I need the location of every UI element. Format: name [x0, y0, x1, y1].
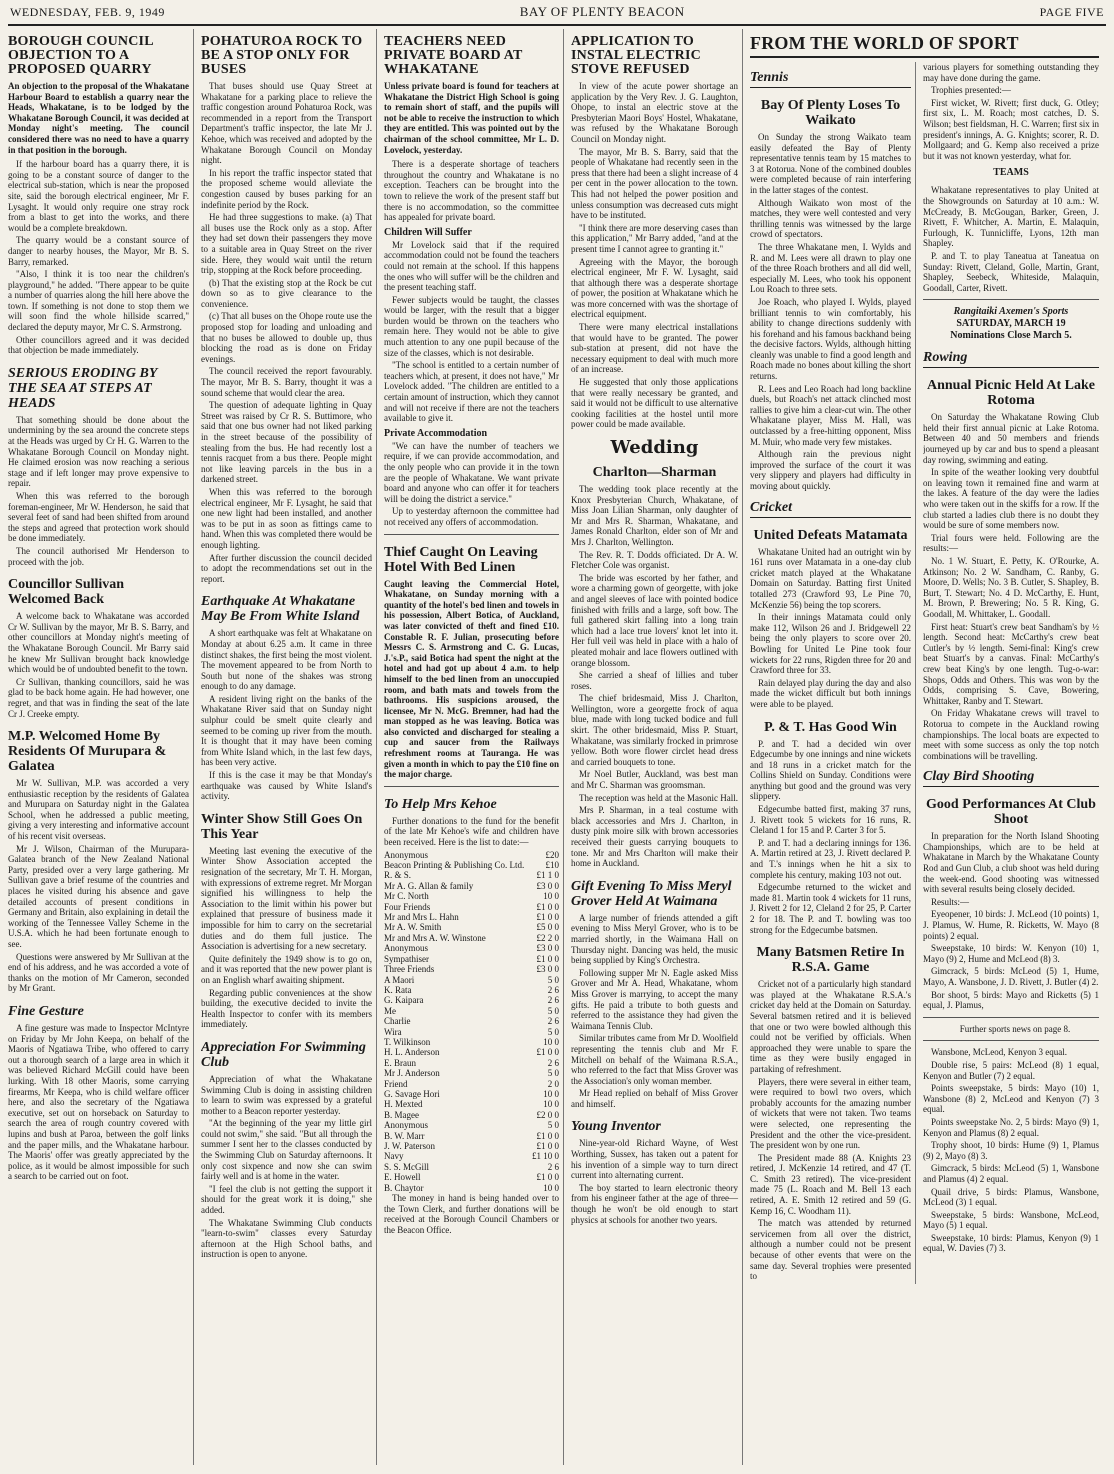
- headline-young-inventor: Young Inventor: [571, 1119, 661, 1135]
- headline-gift-evening: Gift Evening To Miss Meryl Grover Held At Waimana: [571, 878, 732, 909]
- paragraph: If this is the case it may be that Monday's earthquake was caused by White Island's activity.: [201, 770, 372, 802]
- sport-column-left: [750, 62, 916, 1284]
- section-wedding: Wedding: [610, 437, 699, 458]
- donation-amount: £20: [545, 849, 559, 860]
- paper-name: BAY OF PLENTY BEACON: [519, 4, 685, 19]
- donation-row: [384, 1172, 559, 1182]
- section-cricket: Cricket: [750, 500, 911, 518]
- paragraph: On Saturday the Whakatane Rowing Club held their first annual picnic at Lake Rotoma. Between 40 and 50 members and friends journeyed up by car and bus to spend a pleasant day rowing, swimming and eating.: [923, 412, 1099, 465]
- notice-line: Rangitaiki Axemen's Sports: [953, 306, 1069, 318]
- paragraph: Sweepstake, 10 birds: Plamus, Kenyon (9) 1 equal, W. Davies (7) 3.: [923, 1232, 1099, 1254]
- paragraph: In view of the acute power shortage an application by the Very Rev. J. G. Laughton, Ohope, to instal an electric stove at the Presbyterian Maori Boys' Hostel, Whakatane, was refused by the Whakatane Borough Council on Monday night.: [571, 81, 738, 144]
- paragraph: Although Waikato won most of the matches, they were well contested and very thrilling tennis was witnessed by the large crowd of spectators.: [750, 197, 911, 240]
- paragraph: "I think there are more deserving cases than this application," Mr Barry added, "and at the present time I cannot agree to granting it.": [571, 222, 738, 254]
- masthead: [8, 4, 1106, 26]
- paragraph: "We can have the number of teachers we require, if we can provide accommodation, and the only people who can provide it in the town are the people of Whakatane. We want private board and anyone who can offer it for teachers will be doing the district a service.": [384, 440, 559, 504]
- donation-amount: 5 0: [547, 1026, 559, 1037]
- lead-thief: Caught leaving the Commercial Hotel, Whakatane, on Sunday morning with a quantity of the hotel's bed linen and towels in his possession, Albert Botica, of Auckland, was later convicted of theft and fined £10. Constable R. F. Julian, prosecuting before Messrs C. S. Armstrong and C. G. Lucas, J.'s.P., said Botica had spent the night at the hotel and had got up about 4 a.m. to help himself to the bed linen from an unoccupied room, and bath mats and towels from the bathrooms. His suspicions aroused, the licensee, Mr N. McG. Bremner, had had the man stopped as he was leaving. Botica was also convicted and discharged for stealing a cup and saucer from the Railways refreshment rooms at Tauranga. He was given a month in which to pay the £10 fine on the major charge.: [384, 578, 559, 780]
- donation-amount: £1 0 0: [536, 901, 559, 912]
- paragraph: A resident living right on the banks of the Whakatane River said that on Sunday night sulphur could be smelt quite clearly and seemed to be coming up river from the mouth. It is thought that it may have been coming from White Island which, in the last few days, has been very active.: [201, 693, 372, 768]
- donation-row: [384, 1131, 559, 1141]
- paragraph: Following supper Mr N. Eagle asked Miss Grover and Mr A. Head, Whakatane, whom Miss Grover is marrying, to accept the many gifts. He paid a tribute to both guests and referred to the assistance they had given the Waimana Tennis Club.: [571, 967, 738, 1031]
- headline-teachers: TEACHERS NEED PRIVATE BOARD AT WHAKATANE: [384, 34, 523, 77]
- paragraph: Points sweepstake, 5 birds: Mayo (10) 1, Wansbone (8) 2, McLeod and Kenyon (7) 3 equal.: [923, 1083, 1099, 1115]
- paragraph: She carried a sheaf of lillies and tuber roses.: [571, 670, 738, 691]
- lead-teachers: Unless private board is found for teachers at Whakatane the District High School is going to remain short of staff, and the pupils will not be able to receive the instruction to which they are entitled. This was pointed out by the chairman of the school committee, Mr L. D. Lovelock, yesterday.: [384, 81, 559, 155]
- paragraph: Cricket not of a particularly high standard was played at the Whakatane R.S.A.'s cricket day held at the Domain on Saturday. Several batsmen retired and it is believed that one or two were bowled although this could not be verified by officials. When approached they were unable to spare the time as they were busily engaged in partaking of refreshment.: [750, 979, 911, 1074]
- paragraph: Joe Roach, who played I. Wylds, played brilliant tennis to win comfortably, his ability to change directions suddenly with his forehand and his famous backhand being the decisive factors. Wylds, although hitting cleanly was unable to find a good length and Roach made no bones about killing the short returns.: [750, 296, 911, 382]
- headline-earthquake: Earthquake At Whakatane May Be From White Island: [201, 594, 360, 625]
- paragraph: Cr Sullivan, thanking councillors, said he was glad to be back home again. He had however, one regret, and that was in finding the seat of the late Cr J. Creeke empty.: [8, 676, 189, 719]
- donation-row: [384, 850, 559, 860]
- paragraph: Trophy shoot, 10 birds: Hume (9) 1, Plamus (9) 2, Mayo (8) 3.: [923, 1140, 1099, 1161]
- paragraph: The Whakatane Swimming Club conducts "learn-to-swim" classes every Saturday afternoon at the High School baths, and instruction is open to anyone.: [201, 1217, 372, 1260]
- donor-name: Anonymous: [384, 849, 429, 860]
- paragraph: The boy started to learn electronic theory from his engineer father at the age of three—though he won't be old enough to start physics at schools for another two years.: [571, 1182, 738, 1225]
- headline-kehoe: To Help Mrs Kehoe: [384, 796, 497, 812]
- donation-amount: 10 0: [543, 1088, 559, 1099]
- donor-name: Me: [384, 1005, 396, 1016]
- donation-row: [384, 985, 559, 995]
- paragraph: Similar tributes came from Mr D. Woolfield representing the tennis club and Mr F. Mitchell on behalf of the Waimana R.S.A., who referred to the fact that Miss Grover was the Association's only woman member.: [571, 1033, 738, 1086]
- paragraph: R. Lees and Leo Roach had long backline duels, but Roach's net attack clinched most rallies to give him a clear-cut win. The other Whakatane player, Miss M. Hall, was outclassed by a free-hitting opponent, Miss M. Muir, who made very few mistakes.: [750, 383, 911, 447]
- paragraph: The Rev. R. T. Dodds officiated. Dr A. W. Fletcher Cole was organist.: [571, 549, 738, 571]
- paragraph: The President made 88 (A. Knights 23 retired, J. McKenzie 14 retired, and 47 (T. C. Smith 23 retired). The vice-president made 75 (L. Roach and M. Bell 13 each retired, A. E. Smith 12 retired and 59 (G. Kemp 16, C. Woodham 11).: [750, 1152, 911, 1216]
- lead-quarry: An objection to the proposal of the Whakatane Harbour Board to establish a quarry near the Heads, Whakatane, is to be lodged by the Whakatane Borough Council, it was decided at Monday night's meeting. The council considered there was no need to have a quarry in that position in the borough.: [8, 81, 189, 155]
- donor-name: T. Wilkinson: [384, 1036, 431, 1047]
- paragraph: (c) That all buses on the Ohope route use the proposed stop for loading and unloading and that no buses be allowed to double up, thus blocking the road as is done on Friday evenings.: [201, 311, 372, 364]
- paragraph: There were many electrical installations that would have to be granted. The power sub-station at present, did not have the necessary equipment to deal with much more of an increase.: [571, 322, 738, 375]
- paragraph: On Friday Whakatane crews will travel to Rotorua to compete in the Auckland rowing championships. The local boats are expected to meet with some success as only the top notch combinations will be travelling.: [923, 708, 1099, 761]
- paragraph: Although rain the previous night improved the surface of the court it was very slippery and players had difficulty in moving about quickly.: [750, 449, 911, 491]
- donation-amount: 2 6: [547, 984, 559, 995]
- paragraph: The council authorised Mr Henderson to proceed with the job.: [8, 545, 189, 567]
- paragraph: When this was referred to the borough electrical engineer, Mr F. Lysaght, he said that one new light had been installed, and another was to be put in as soon as fittings came to hand. When this was completed there would be enough lighting.: [201, 486, 372, 550]
- donation-row: [384, 1027, 559, 1037]
- paragraph: In spite of the weather looking very doubtful on leaving town it remained fine and warm at the lakes. A feature of the day were the ladies who were taken out in the skiffs for a row. If the club started a ladies club there is no doubt they would be sure of some members now.: [923, 467, 1099, 531]
- donation-amount: £2 2 0: [536, 932, 559, 943]
- donor-name: Charlie: [384, 1016, 411, 1027]
- paragraph: Mr Head replied on behalf of Miss Grover and himself.: [571, 1088, 738, 1109]
- donor-name: K. Rata: [384, 984, 412, 995]
- donor-name: Wira: [384, 1026, 402, 1037]
- paragraph: He had three suggestions to make. (a) That all buses use the Rock only as a stop. After they had set down their passengers they move to a suitable area in Quay Street on the river side. Here, they would wait until the return trip, stopping at the Rock before proceeding.: [201, 212, 372, 276]
- column-3: [384, 29, 564, 1465]
- paragraph: If the harbour board has a quarry there, it is going to be a constant source of danger to the electrical sub-station, which is near the proposed site, said the borough electrical engineer, Mr F. Lysaght. It would only require one stray rock from a blast to get into the works, and there would be a complete breakdown.: [8, 159, 189, 233]
- donor-name: Anonymous: [384, 1120, 429, 1131]
- axemen-notice: [923, 306, 1099, 342]
- donation-row: [384, 954, 559, 964]
- donor-name: Mr A. W. Smith: [384, 922, 442, 933]
- paragraph: After further discussion the council decided to adopt the recommendations set out in the report.: [201, 552, 372, 584]
- donation-row: [384, 1068, 559, 1078]
- paragraph: Results:—: [931, 896, 970, 907]
- donation-row: [384, 1058, 559, 1068]
- donation-amount: 5 0: [547, 974, 559, 985]
- paragraph: The council received the report favourably. The mayor, Mr B. S. Barry, thought it was a sound scheme that would clear the area.: [201, 366, 372, 398]
- donation-amount: 2 6: [547, 1016, 559, 1027]
- paragraph: The match was attended by returned servicemen from all over the district, although a number could not be present because of other events that were on the same day. Several trophies were presented to: [750, 1218, 911, 1282]
- column-2: [201, 29, 377, 1465]
- donor-name: Mr and Mrs A. W. Winstone: [384, 932, 486, 943]
- paragraph: Players, there were several in either team, were required to bowl two overs, which probably accounts for the amazing number of wickets that were not taken. Two teams were selected, one representing the President and the other the vice-president. The president won by one run.: [750, 1076, 911, 1151]
- donation-row: [384, 922, 559, 932]
- donation-amount: £5 0 0: [536, 922, 559, 933]
- donor-name: H. Mexted: [384, 1099, 423, 1110]
- paragraph: Other councillors agreed and it was decided that objection be made immediately.: [8, 334, 189, 356]
- donation-row: [384, 1151, 559, 1161]
- donation-amount: £1 0 0: [536, 1172, 559, 1183]
- headline-quarry: BOROUGH COUNCIL OBJECTION TO A PROPOSED QUARRY: [8, 34, 153, 77]
- paragraph: Rain delayed play during the day and also made the wicket difficult but both innings were able to be played.: [750, 677, 911, 709]
- paragraph: P. and T. had a declaring innings for 136. A. Martin retired at 23, J. Rivett declared P. and T.'s innings when he hit a six to complete his century, making 103 not out.: [750, 837, 911, 880]
- column-4: [571, 29, 743, 1465]
- donation-row: [384, 1120, 559, 1130]
- donation-row: [384, 1089, 559, 1099]
- paragraph: First wicket, W. Rivett; first duck, G. Otley; first six, L. M. Roach; most catches, D. S. Wilson; best fieldsman, H. C. Warren; first six in president's innings, A. G. Knights; scorer, R. D. Mollgaard; and G. Kemp also received a prize but it was not known yesterday, what for.: [923, 97, 1099, 161]
- notice-line: SATURDAY, MARCH 19: [956, 318, 1066, 330]
- paragraph: In preparation for the North Island Shooting Championships, which are to be held at Whakatane in March by the Whakatane County Rod and Gun Club, a club shoot was held during the week-end. Good shooting was witnessed with several results being closely decided.: [923, 831, 1099, 895]
- donor-name: B. W. Marr: [384, 1130, 425, 1141]
- paragraph: Up to yesterday afternoon the committee had not received any offers of accommodation.: [384, 506, 559, 527]
- donation-amount: 2 6: [547, 995, 559, 1006]
- donation-row: [384, 1006, 559, 1016]
- donor-name: Anonymous: [384, 943, 429, 954]
- paragraph: The mayor, Mr B. S. Barry, said that the people of Whakatane had recently seen in the press that there had been a slight increase of 4 per cent in the power allocation to the town. This had not helped the power position and unless consumption was decreased cuts might have to be instituted.: [571, 146, 738, 221]
- paragraph: Whakatane United had an outright win by 161 runs over Matamata in a one-day club cricket match played at the Whakatane Domain on Saturday. Batting first United totalled 273 (Crawford 93, Le Pine 70, McKenzie 56) being the top scorers.: [750, 546, 911, 610]
- donation-row: [384, 1016, 559, 1026]
- donor-name: G. Savage Hori: [384, 1088, 440, 1099]
- donor-name: S. S. McGill: [384, 1161, 430, 1172]
- paragraph: P. and T. had a decided win over Edgecumbe by one innings and nine wickets and 18 runs in a cricket match for the Collins Shield on Sunday. Conditions were anything but good and the ground was very slippery.: [750, 738, 911, 802]
- paragraph: Mr Noel Butler, Auckland, was best man and Mr C. Sharman was groomsman.: [571, 769, 738, 791]
- donation-amount: 2 0: [547, 1078, 559, 1089]
- paragraph: No. 1 W. Stuart, E. Petty, K. O'Rourke, A. Atkinson; No. 2 W. Sandham, C. Ranby, G. Moore, D. Wells; No. 3 B. Cutler, S. Shapley, B. Burt, T. Stewart; No. 4 D. McCarthy, E. Hunt, M. Brown, P. Brewering; No. 5 R. King, G. Goodall, M. Whittaker, L. Goodall.: [923, 556, 1099, 619]
- donation-amount: 5 0: [547, 1120, 559, 1131]
- headline-bop-loses: Bay Of Plenty Loses To Waikato: [760, 98, 901, 128]
- paragraph: The bride was escorted by her father, and wore a charming gown of georgette, with joke and angel sleeves of lace with pointed bodice finished with frills and a large, soft bow. The full gathered skirt falling into a long train which had a lace true lovers' knot let into it. Her full veil was held in place with a halo of pleated mohair and lace flowers outlined with orange blossom.: [571, 572, 738, 668]
- paragraph: Mr J. Wilson, Chairman of the Murupara-Galatea branch of the New Zealand National Party, presided over a very large gathering. Mr Sullivan gave a brief resume of the countries and places he visited during his absence and gave detailed accounts of present conditions in Germany and Britain, also explaining in detail the working of the Tennessee Valley Scheme in the U.S.A. which he had been fortunate enough to see.: [8, 843, 189, 949]
- paragraph: That something should be done about the undermining by the sea around the concrete steps at the Heads was urged by Cr H. G. Warren to the Whakatane Borough Council on Monday night. He claimed erosion was now reaching a serious stage and if left longer may prove expensive to repair.: [8, 414, 189, 489]
- paragraph: Regarding public conveniences at the show building, the executive decided to invite the Health Inspector to confer with its members immediately.: [201, 987, 372, 1030]
- donation-row: [384, 995, 559, 1005]
- donor-name: Friend: [384, 1078, 408, 1089]
- headline-thief: Thief Caught On Leaving Hotel With Bed Linen: [384, 544, 538, 575]
- section-clay-bird: Clay Bird Shooting: [923, 769, 1099, 787]
- donor-name: B. Magee: [384, 1109, 419, 1120]
- donation-row: [384, 964, 559, 974]
- paragraph: The money in hand is being handed over to the Town Clerk, and further donations will be received at the Borough Council Chambers or the Beacon Office.: [384, 1193, 559, 1235]
- donation-amount: £1 0 0: [536, 1130, 559, 1141]
- donation-row: [384, 891, 559, 901]
- donor-name: G. Kaipara: [384, 995, 424, 1006]
- paragraph: P. and T. to play Taneatua at Taneatua on Sunday: Rivett, Cleland, Golle, Martin, Grant, Shapley, Seebeck, Whiteside, Malaquin, Goodall, Carter, Rivett.: [923, 250, 1099, 293]
- paragraph: A fine gesture was made to Inspector McIntyre on Friday by Mr John Keepa, on behalf of the Maoris of Ngatiawa Tribe, who offered to carry out a thorough search of a large area in which it was believed Richard McGill could have been lurking. With 18 other Maoris, some carrying firearms, Mr Keepa, who is child welfare officer here, and also the secretary of the Ngatiawa executive, set out on horseback on Saturday to search the area of rough country covered with lupins and bush at Paroa, between the golf links and the paper mills, and the Whakatane harbour. The Maoris' offer was greatly appreciated by the police, as it would be almost impossible for such a search to be carried out on foot.: [8, 1022, 189, 1182]
- donor-name: A Maori: [384, 974, 415, 985]
- subhead: Private Accommodation: [384, 427, 488, 439]
- paragraph: Eyeopener, 10 birds: J. McLeod (10 points) 1, J. Plamus, W. Hume, R. Ricketts, W. Mayo (8 points) 2 equal.: [923, 909, 1099, 941]
- paragraph: Edgecumbe batted first, making 37 runs, J. Rivett took 5 wickets for 16 runs, R. Cleland 1 for 15 and P. Carter 3 for 5.: [750, 804, 911, 836]
- donor-name: Three Friends: [384, 964, 435, 975]
- donor-name: R. & S.: [384, 870, 412, 881]
- divider: [384, 534, 559, 535]
- paragraph: Wansbone, McLeod, Kenyon 3 equal.: [931, 1047, 1067, 1058]
- donation-row: [384, 1162, 559, 1172]
- headline-fine-gesture: Fine Gesture: [8, 1003, 84, 1019]
- sport-banner: FROM THE WORLD OF SPORT: [750, 33, 1099, 58]
- donation-amount: £2 0 0: [536, 1109, 559, 1120]
- paragraph: Quail drive, 5 birds: Plamus, Wansbone, McLeod (3) 1 equal.: [923, 1186, 1099, 1208]
- teams-heading: TEAMS: [993, 167, 1029, 179]
- paragraph: The chief bridesmaid, Miss J. Charlton, Wellington, wore a georgette frock of aqua blue, made with long tucked bodice and full skirt. The other bridesmaid, Miss P. Stuart, Whakatane, was similarly frocked in primrose yellow. Both wore flower circlet head dress and carried bouquets to tone.: [571, 693, 738, 767]
- sport-column-right: [923, 62, 1099, 1284]
- paragraph: The wedding took place recently at the Knox Presbyterian Church, Whakatane, of Miss Joan Lilian Sharman, only daughter of Mr and Mrs R. Sharman, Whakatane, and James Ronald Charlton, elder son of Mr and Mrs J. Charlton, Wellington.: [571, 484, 738, 547]
- headline-sullivan: Councillor Sullivan Welcomed Back: [8, 577, 125, 608]
- donation-row: [384, 1183, 559, 1193]
- divider: [923, 1040, 1099, 1041]
- paragraph: First heat: Stuart's crew beat Sandham's by ½ length. Second heat: McCarthy's crew beat Cutler's by ½ length. Semi-final: King's crew beat Stuart's by a canvas. Final: McCarthy's crew beat King's by one length. Tug-o-war: Shops, Odds and Others. This was won by the Odds, comprising S. Cave, Bowering, Whittaker, Ranby and T. Stewart.: [923, 621, 1099, 706]
- paragraph: Quite definitely the 1949 show is to go on, and it was reported that the new power plant is on an English wharf awaiting shipment.: [201, 953, 372, 985]
- paragraph: Agreeing with the Mayor, the borough electrical engineer, Mr F. W. Lysaght, said that although there was a desperate shortage of power, the position at Whakatane which he was more concerned with was the shortage of electrical equipment.: [571, 256, 738, 320]
- paragraph: Appreciation of what the Whakatane Swimming Club is doing in assisting children to learn to swim was expressed by a grateful mother to a Beacon reporter yesterday.: [201, 1073, 372, 1116]
- donation-row: [384, 902, 559, 912]
- paragraph: Meeting last evening the executive of the Winter Show Association accepted the resignation of the secretary, Mr T. H. Morgan, with expressions of extreme regret. Mr Morgan signified his willingness to help the Association to the limit within his power but explained that pressure of business made it impossible for him to carry on the secretarial duties and do them full justice. The Association is advertising for a new secretary.: [201, 845, 372, 952]
- paragraph: Sweepstake, 10 birds: W. Kenyon (10) 1, Mayo (9) 2, Hume and McLeod (8) 3.: [923, 943, 1099, 964]
- donation-amount: £1 1 0: [536, 870, 559, 881]
- paragraph: Mrs P. Sharman, in a teal costume with black accessories and Mrs J. Charlton, in dusty pink moire silk with brown accessories received their guests carrying bouquets to tone. Mr and Mrs Charlton will make their home in Auckland.: [571, 805, 738, 869]
- donor-name: E. Howell: [384, 1172, 421, 1183]
- paragraph: (b) That the existing stop at the Rock be cut down so as to give clearance to the convenience.: [201, 277, 372, 309]
- donor-name: Beacon Printing & Publishing Co. Ltd.: [384, 860, 525, 871]
- notice-line: Nominations Close March 5.: [950, 330, 1072, 342]
- donation-row: [384, 1141, 559, 1151]
- issue-date: WEDNESDAY, FEB. 9, 1949: [10, 5, 165, 19]
- paragraph: Further donations to the fund for the benefit of the late Mr Kehoe's wife and children have been received. Here is the list to date:—: [384, 815, 559, 848]
- headline-batsmen-retire: Many Batsmen Retire In R.S.A. Game: [756, 945, 905, 976]
- paragraph: The question of adequate lighting in Quay Street was raised by Cr R. S. Buttimore, who said that one bus owner had not liked parking in the street because of the possibility of stealing from the bus. He had recently lost a tennis racquet from a bus there. People might not like leaving parcels in the bus in a darkened street.: [201, 400, 372, 485]
- donation-amount: £3 0 0: [536, 943, 559, 954]
- page-number: PAGE FIVE: [1039, 5, 1104, 19]
- continued-note: Further sports news on page 8.: [959, 1023, 1071, 1034]
- donation-amount: 2 6: [547, 1161, 559, 1172]
- headline-stove: APPLICATION TO INSTAL ELECTRIC STOVE REFUSED: [571, 34, 701, 77]
- donation-table: [384, 850, 559, 1193]
- sport-section: [750, 29, 1099, 1465]
- paragraph: A large number of friends attended a gift evening to Miss Meryl Grover, who is to be married shortly, in the Waimana Hall on Thursday night. Dancing was held, the music being supplied by King's Orchestra.: [571, 912, 738, 966]
- divider: [923, 1017, 1099, 1018]
- donor-name: Mr C. North: [384, 891, 429, 902]
- paragraph: Trial fours were held. Following are the results:—: [923, 532, 1099, 554]
- paragraph: When this was referred to the borough foreman-engineer, Mr W. Henderson, he said that several feet of sand had been shifted from around the steps and agreed that protection work should be done immediately.: [8, 491, 189, 544]
- paragraph: Nine-year-old Richard Wayne, of West Worthing, Sussex, has taken out a patent for his invention of a simple way to turn direct current into alternating current.: [571, 1138, 738, 1181]
- paragraph: The reception was held at the Masonic Hall.: [579, 792, 738, 803]
- donation-amount: 5 0: [547, 1005, 559, 1016]
- paragraph: That buses should use Quay Street at Whakatane for a parking place to relieve the traffic congestion around Pohaturoa Rock, was recommended in a report from the Transport Department's traffic inspector, the late Mr J. Kehoe, which was received and adopted by the Whakatane Borough Council on Monday night.: [201, 81, 372, 166]
- paragraph: Gimcrack, 5 birds: McLeod (5) 1, Hume, Mayo, A. Wansbone, J. D. Rivett, J. Butler (4) 2.: [923, 966, 1099, 987]
- paragraph: He suggested that only those applications that were really necessary be granted, and said it would not be difficult to use alternative cooking facilities at the hostel until more power could be made available.: [571, 377, 738, 430]
- paragraph: "I feel the club is not getting the support it should for the great work it is doing," she added.: [201, 1183, 372, 1216]
- donation-amount: 10 0: [543, 1099, 559, 1110]
- paragraph: Whakatane representatives to play United at the Showgrounds on Saturday at 10 a.m.: W. McCready, B. McGougan, Barker, Green, J. Rivett, F. Whitcher, A. Martin, E. Malaquin, Furlough, K. Tunnicliffe, Lyons, 12th man Shapley.: [923, 185, 1099, 249]
- paragraph: Bor shoot, 5 birds: Mayo and Ricketts (5) 1 equal, J. Plamus,: [923, 989, 1099, 1011]
- subhead: Children Will Suffer: [384, 226, 472, 238]
- donation-amount: £1 0 0: [536, 912, 559, 923]
- donor-name: Mr J. Anderson: [384, 1068, 440, 1079]
- donor-name: Four Friends: [384, 901, 431, 912]
- donor-name: B. Chaytor: [384, 1182, 424, 1193]
- donation-row: [384, 1110, 559, 1120]
- donation-row: [384, 912, 559, 922]
- paragraph: "At the beginning of the year my little girl could not swim," she said. "But all through the summer I sent her to the classes conducted by the Swimming Club on Saturday afternoons. It only cost sixpence and now she can swim fairly well and is at home in the water.: [201, 1118, 372, 1182]
- donation-amount: 5 0: [547, 1068, 559, 1079]
- paragraph: Points sweepstake No. 2, 5 birds: Mayo (9) 1, Kenyon and Plamus (8) 2 equal.: [923, 1116, 1099, 1138]
- paragraph: Mr Lovelock said that if the required accommodation could not be found the teachers could not remain at the school. If this happens the ones who will suffer will be the children and the present teaching staff.: [384, 239, 559, 293]
- paragraph: In his report the traffic inspector stated that the proposed scheme would alleviate the congestion caused by buses parking for an indefinite period by the Rock.: [201, 167, 372, 210]
- donor-name: Mr and Mrs L. Hahn: [384, 912, 459, 923]
- paragraph: Trophies presented:—: [931, 85, 1011, 96]
- donation-amount: £1 0 0: [536, 1047, 559, 1058]
- paragraph: Sweepstake, 5 birds: Wansbone, McLeod, Mayo (5) 1 equal.: [923, 1209, 1099, 1231]
- donor-name: Mr A. G. Allan & family: [384, 880, 474, 891]
- donation-amount: 2 6: [547, 1057, 559, 1068]
- divider: [384, 786, 559, 787]
- donation-amount: 10 0: [543, 1036, 559, 1047]
- paragraph: "The school is entitled to a certain number of teachers which, at present, it does not have," Mr Lovelock added. "The children are entitled to a certain amount of instruction, which they cannot and will not receive if there are not the teachers available to give it.: [384, 360, 559, 424]
- paragraph: In their innings Matamata could only make 112, Wilson 26 and J. Bridgewell 22 being the only players to score over 20. Bowling for United Le Pine took four wickets for 22 runs, Rigden three for 20 and Crawford three for 33.: [750, 612, 911, 676]
- paragraph: The three Whakatane men, I. Wylds and R. and M. Lees were all drawn to play one of the three Roach brothers and all did well, especially M. Lees, who took his opponent Lou Roach to three sets.: [750, 241, 911, 295]
- paragraph: Double rise, 5 pairs: McLeod (8) 1 equal, Kenyon and Butler (7) 2 equal.: [923, 1059, 1099, 1081]
- column-1: [8, 29, 194, 1465]
- paragraph: Mr W. Sullivan, M.P. was accorded a very enthusiastic reception by the residents of Galatea and Murupara on Saturday night in the Galatea School, when he addressed a public meeting, giving a very interesting and informative account of his recent visit overseas.: [8, 778, 189, 842]
- headline-swimming: Appreciation For Swimming Club: [201, 1039, 366, 1070]
- headline-winter-show: Winter Show Still Goes On This Year: [201, 811, 363, 842]
- paragraph: A short earthquake was felt at Whakatane on Monday at about 6.25 a.m. It came in three distinct shakes, the first being the most violent. The movement appeared to be from North to South but none of the shakes was strong enough to do any damage.: [201, 628, 372, 692]
- divider: [923, 299, 1099, 300]
- donation-row: [384, 1047, 559, 1057]
- paragraph: Fewer subjects would be taught, the classes would be larger, with the result that a bigger burden would be thrown on the teachers who remain here. They would not be able to give much attention to any one pupil because of the size of the classes, which is not desirable.: [384, 294, 559, 358]
- donation-amount: £1 0 0: [536, 953, 559, 964]
- donation-amount: £1 10 0: [532, 1151, 559, 1162]
- donation-amount: 10 0: [543, 1182, 559, 1193]
- donation-row: [384, 1079, 559, 1089]
- paragraph: "Also, I think it is too near the children's playground," he added. "There appear to be quite a number of quarries along the hill here above the town. If something is not done to stop them we will soon find the whole hillside scarred," declared the deputy mayor, Mr C. S. Armstrong.: [8, 269, 189, 333]
- donation-amount: £3 0 0: [536, 880, 559, 891]
- donor-name: J. W. Paterson: [384, 1141, 436, 1151]
- paragraph: Questions were answered by Mr Sullivan at the end of his address, and he was accorded a vote of thanks on the motion of Mr Cameron, seconded by Mr Grant.: [8, 951, 189, 994]
- donation-amount: £1 0 0: [536, 1141, 559, 1151]
- headline-eroding: SERIOUS ERODING BY THE SEA AT STEPS AT HEADS: [8, 365, 157, 411]
- donation-row: [384, 1037, 559, 1047]
- paragraph: The quarry would be a constant source of danger to nearby houses, the Mayor, Mr B. S. Barry, remarked.: [8, 235, 189, 267]
- newspaper-page: [8, 4, 1106, 1466]
- donation-row: [384, 870, 559, 880]
- headline-club-shoot: Good Performances At Club Shoot: [926, 797, 1096, 828]
- headline-rotoma-picnic: Annual Picnic Held At Lake Rotoma: [926, 378, 1096, 409]
- headline-charlton-sharman: Charlton—Sharman: [592, 465, 717, 480]
- donation-amount: £10: [545, 860, 559, 871]
- paragraph: Gimcrack, 5 birds: McLeod (5) 1, Wansbone and Plamus (4) 2 equal.: [923, 1163, 1099, 1184]
- headline-pohaturoa: POHATUROA ROCK TO BE A STOP ONLY FOR BUSES: [201, 34, 363, 77]
- donor-name: Navy: [384, 1151, 404, 1162]
- donation-amount: 10 0: [543, 891, 559, 902]
- section-rowing: Rowing: [923, 350, 1099, 368]
- paragraph: various players for something outstanding they may have done during the game.: [923, 62, 1099, 83]
- paragraph: On Sunday the strong Waikato team easily defeated the Bay of Plenty representative tennis team by 15 matches to 3 at Rotorua. None of the combined doubles were completed because of rain interfering in the latter stages of the contest.: [750, 132, 911, 195]
- paragraph: There is a desperate shortage of teachers throughout the country and Whakatane is no exception. Teachers can be brought into the town to relieve the work of the present staff but there is no accommodation, so the committee has appealed for private board.: [384, 159, 559, 223]
- donation-row: [384, 1099, 559, 1109]
- headline-united-defeats: United Defeats Matamata: [753, 527, 908, 543]
- paragraph: A welcome back to Whakatane was accorded Cr W. Sullivan by the mayor, Mr B. S. Barry, and other councillors at Monday night's meeting of the Whakatane Borough Council. Mr Barry said he knew Mr Sullivan brought back knowledge which would be of undoubted benefit to the town.: [8, 611, 189, 675]
- donation-amount: £3 0 0: [536, 964, 559, 975]
- section-tennis: Tennis: [750, 70, 911, 88]
- donor-name: H. L. Anderson: [384, 1047, 440, 1058]
- headline-pt-good-win: P. & T. Has Good Win: [764, 719, 897, 735]
- donation-row: [384, 975, 559, 985]
- donation-row: [384, 943, 559, 953]
- donation-row: [384, 860, 559, 870]
- donor-name: Sympathiser: [384, 953, 429, 964]
- paragraph: Edgecumbe returned to the wicket and made 81. Martin took 4 wickets for 11 runs, J. Rivett 2 for 12, Cleland 2 for 25, P. Carter 2 for 18. The P. and T. bowling was too strong for the Edgecumbe batsmen.: [750, 882, 911, 935]
- donor-name: E. Braun: [384, 1057, 416, 1068]
- donation-row: [384, 881, 559, 891]
- donation-row: [384, 933, 559, 943]
- headline-mp-welcomed: M.P. Welcomed Home By Residents Of Murupara & Galatea: [8, 729, 167, 775]
